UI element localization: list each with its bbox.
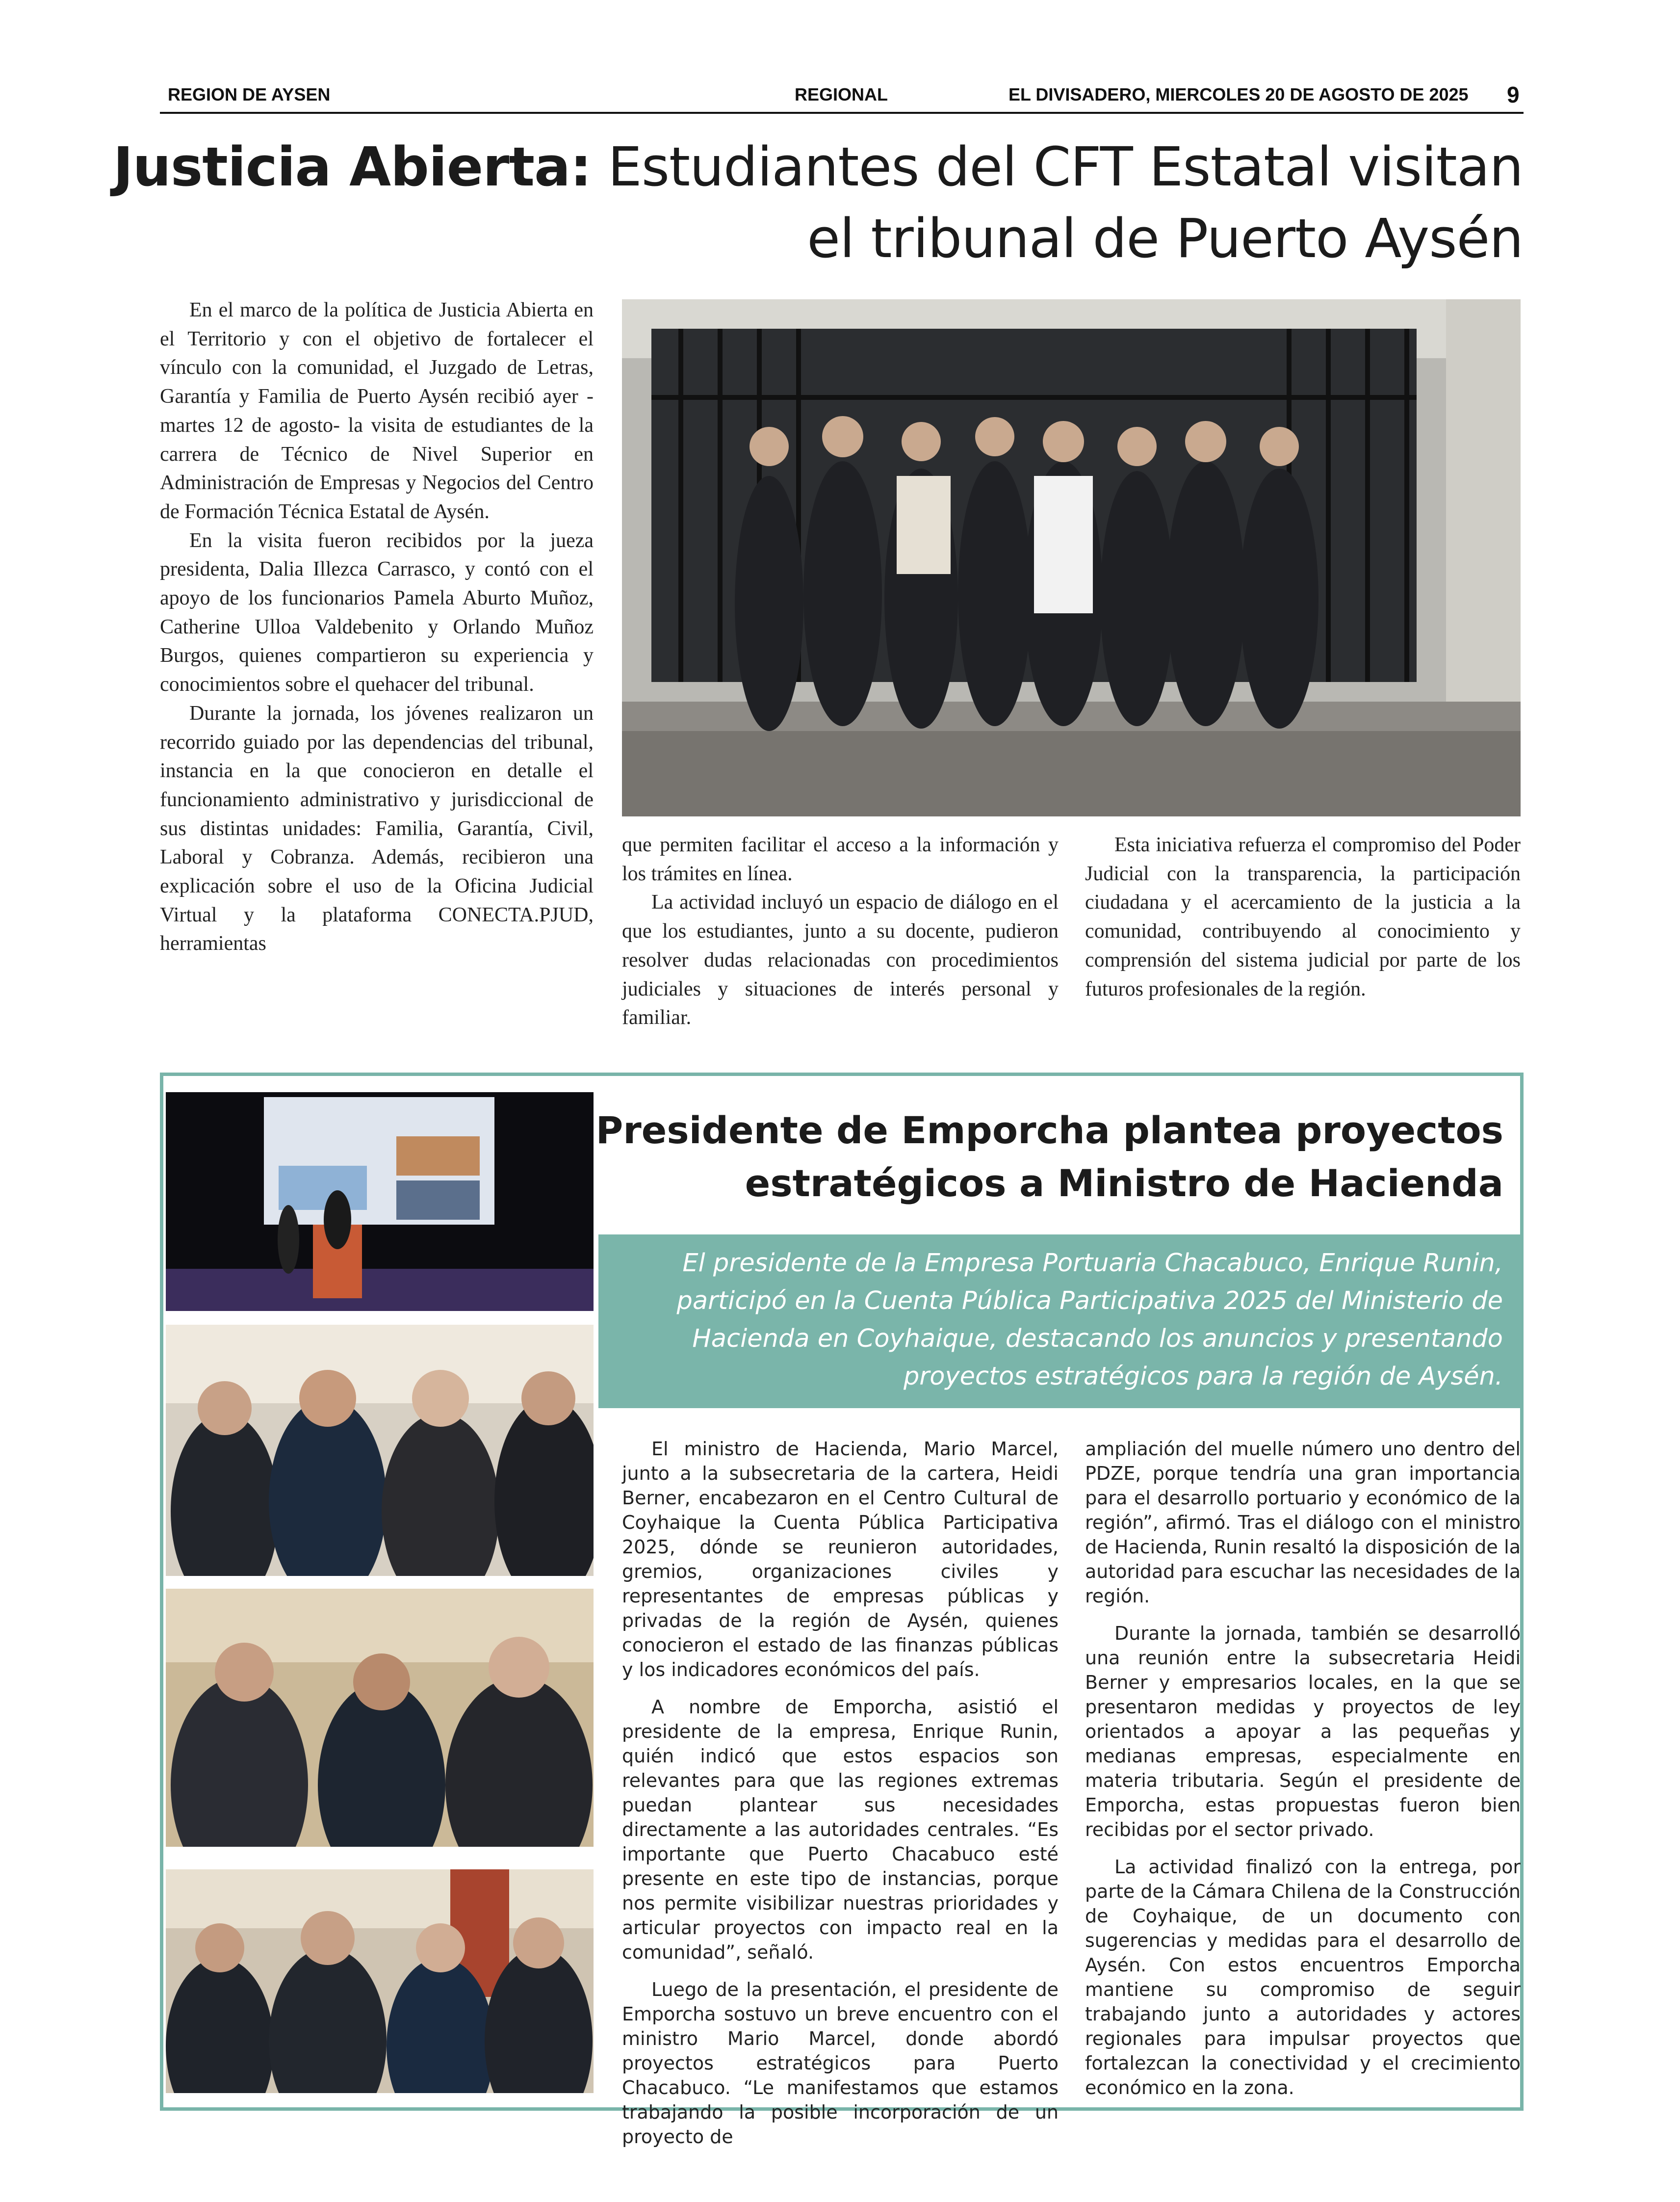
article2-col2-paragraph: Durante la jornada, también se desarrolló una reunión entre la subsecretaria Heidi Berner y empresarios locales, en la que se presentaron medidas y proyectos de ley orientados a apoyar a las pequeñas y medianas empresas, especialmente en materia tributaria. Según el presidente de Emporcha, estas propuestas fueron bien recibidas por el sector privado. [1085,1623,1521,1840]
issue-date: EL DIVISADERO, MIERCOLES 20 DE AGOSTO DE 2025 [1008,84,1469,105]
article2-headline-line1: Presidente de Emporcha plantea proyectos [595,1108,1503,1152]
article1-headline-rest: Estudiantes del CFT Estatal visitan [591,135,1523,198]
students-group-photo [622,299,1521,816]
ministers-conversation-photo [166,1325,594,1576]
article1-headline-line2: el tribunal de Puerto Aysén [807,207,1523,270]
article1-col1-paragraph: Durante la jornada, los jóvenes realizaron un recorrido guiado por las dependencias del tribunal, instancia en la que conocieron en detalle el funcionamiento administrativo y jurisdiccional de sus distintas unidades: Familia, Garantía, Civil, Laboral y Cobranza. Además, recibieron una explicación sobre el uso de la Oficina Judicial Virtual y la plataforma CONECTA.PJUD, herramientas [160,702,594,955]
article1-column-2 [622,831,1059,1032]
event-hall-photo [166,1869,594,2093]
page-number: 9 [1507,82,1520,107]
article2-column-1 [622,1437,1059,2162]
article2-lead-line: participó en la Cuenta Pública Participativa 2025 del Ministerio de [676,1286,1503,1315]
article2-col2-paragraph: ampliación del muelle número uno dentro del PDZE, porque tendría una gran importancia para el desarrollo portuario y económico de la región”, afirmó. Tras el diálogo con el ministro de Hacienda, Runin resaltó la disposición de la autoridad para escuchar las necesidades de la región. [1085,1438,1521,1607]
article1-headline-kicker: Justicia Abierta: [113,135,592,198]
runin-dialogue-photo [166,1589,594,1847]
article2-col1-paragraph: El ministro de Hacienda, Mario Marcel, junto a la subsecretaria de la cartera, Heidi Berner, encabezaron en el Centro Cultural de Coyhaique la Cuenta Pública Participativa 2025, dónde se reunieron autoridades, gremios, organizaciones civiles y representantes de empresas públicas y privadas de la región de Aysén, quienes conocieron el estado de las finanzas públicas y los indicadores económicos del país. [622,1438,1059,1680]
article2-lead-line: Hacienda en Coyhaique, destacando los anuncios y presentando [692,1324,1503,1353]
article1-col2-paragraph: que permiten facilitar el acceso a la información y los trámites en línea. [622,834,1059,885]
article2-lead-text [600,1244,1503,1395]
article1-col2-paragraph: La actividad incluyó un espacio de diálogo en el que los estudiantes, junto a su docente, pudieron resolver dudas relacionadas con procedimientos judiciales y situaciones de interés personal y familiar. [622,891,1059,1029]
article1-col1-paragraph: En el marco de la política de Justicia Abierta en el Territorio y con el objetivo de fortalecer el vínculo con la comunidad, el Juzgado de Letras, Garantía y Familia de Puerto Aysén recibió ayer -martes 12 de agosto- la visita de estudiantes de la carrera de Técnico de Nivel Superior en Administración de Empresas y Negocios del Centro de Formación Técnica Estatal de Aysén. [160,299,594,523]
article1-column-3 [1085,831,1521,1003]
article2-col2-paragraph: La actividad finalizó con la entrega, por parte de la Cámara Chilena de la Construcción de Coyhaique, de un documento con sugerencias y medidas para el desarrollo de Aysén. Con estos encuentros Emporcha mantiene su compromiso de seguir trabajando junto a autoridades y actores regionales para impulsar proyectos que fortalezcan la conectividad y el crecimiento económico en la zona. [1085,1856,1521,2098]
auditorium-presentation-photo [166,1092,594,1311]
article2-col1-paragraph: Luego de la presentación, el presidente de Emporcha sostuvo un breve encuentro con el ministro Mario Marcel, donde abordó proyectos estratégicos para Puerto Chacabuco. “Le manifestamos que estamos trabajando la posible incorporación de un proyecto de [622,1979,1059,2148]
article2-lead-band [598,1234,1521,1408]
article2-col1-paragraph: A nombre de Emporcha, asistió el presidente de la empresa, Enrique Runin, quién indicó que estos espacios son relevantes para que las regiones extremas puedan plantear sus necesidades directamente a las autoridades centrales. “Es importante que Puerto Chacabuco esté presente en este tipo de instancias, porque nos permite visibilizar nuestras prioridades y articular proyectos con impacto real en la comunidad”, señaló. [622,1696,1059,1963]
article1-col1-paragraph: En la visita fueron recibidos por la jueza presidenta, Dalia Illezca Carrasco, y contó con el apoyo de los funcionarios Pamela Aburto Muñoz, Catherine Ulloa Valdebenito y Orlando Muñoz Burgos, quienes compartieron su experiencia y conocimientos sobre el quehacer del tribunal. [160,529,594,696]
article1-col3-paragraph: Esta iniciativa refuerza el compromiso del Poder Judicial con la transparencia, la participación ciudadana y el acercamiento de la justicia a la comunidad, contribuyendo al conocimiento y comprensión del sistema judicial por parte de los futuros profesionales de la región. [1085,834,1521,1000]
section-label-left: REGION DE AYSEN [168,84,331,105]
article2-headline-line2: estratégicos a Ministro de Hacienda [745,1161,1503,1205]
section-label-center: REGIONAL [795,84,888,105]
article1-column-1 [160,296,594,958]
header-rule [160,112,1524,114]
article2-lead-line: El presidente de la Empresa Portuaria Chacabuco, Enrique Runin, [682,1249,1503,1278]
article2-lead-line: proyectos estratégicos para la región de Aysén. [903,1362,1503,1391]
article1-headline-line1 [113,133,1523,200]
article2-column-2 [1085,1437,1521,2113]
